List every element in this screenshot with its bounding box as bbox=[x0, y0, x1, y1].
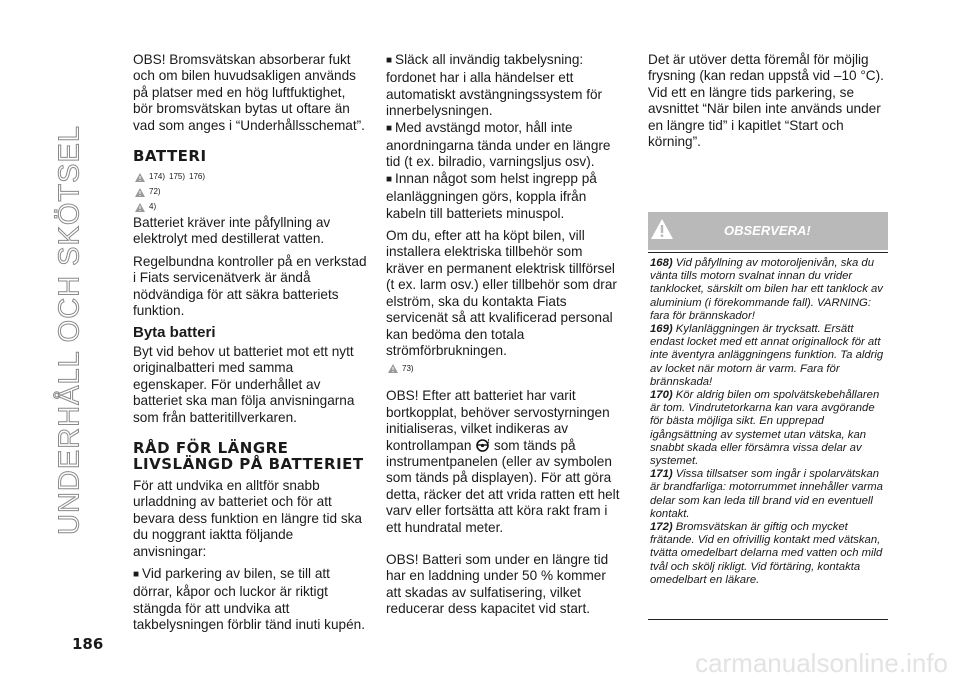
battery-paragraph-1: Batteriet kräver inte påfyllning av elektrolyt med destillerat vatten. bbox=[133, 215, 331, 247]
power-steering-warning-icon bbox=[475, 439, 490, 452]
observera-heading: OBSERVERA! bbox=[724, 223, 811, 238]
warning-triangle-icon bbox=[650, 218, 674, 240]
advice-bullet-2: ■ Släck all invändig takbelysning: fordonet har i alla händelser ett automatiskt avstängningssystem för innerbelysningen. bbox=[386, 52, 622, 120]
freezing-paragraph: Det är utöver detta föremål för möjlig frysning (kan redan uppstå vid –10 °C). Vid ett en längre tids parkering, se avsnittet “När bilen inte används under en längre tid” i kapitlet “Start och körning”. bbox=[648, 52, 884, 150]
warning-refs-1 bbox=[135, 170, 367, 185]
note-number: 168) bbox=[650, 257, 673, 269]
note-number: 170) bbox=[650, 389, 673, 402]
steering-text-after: som tänds på instrumentpanelen (eller av symbolen som tänds på displayen). För att göra detta, räcker det att vrida ratten ett helt varv eller fortsätta att köra rakt fram i ett hundratal meter. bbox=[386, 437, 620, 535]
column-3 bbox=[648, 52, 886, 156]
steering-text-before: OBS! Efter att batteriet har varit bortkopplat, behöver servostyrningen initialiseras, vilket indikeras av kontrollampan bbox=[386, 388, 610, 453]
warning-triangle-icon bbox=[135, 203, 145, 212]
observera-header bbox=[648, 212, 888, 250]
note-text: Bromsvätskan är giftig och mycket frätande. Vid en ofrivillig kontakt med vätskan, tvätta omedelbart delarna med vatten och mild tvål och skölj rikligt. Vid förtäring, kontakta omedelbart en läkare. bbox=[650, 521, 883, 586]
observera-box bbox=[648, 212, 888, 620]
note-text: Kylanläggningen är trycksatt. Ersätt endast locket med ett annat originallock för att inte äventyra anläggningens funktion. Ta aldrig av locket när motorn är varm. Fara för brännskada! bbox=[650, 323, 884, 388]
note-171 bbox=[650, 468, 886, 521]
replace-battery-heading: Byta batteri bbox=[133, 324, 216, 342]
note-168 bbox=[650, 257, 886, 323]
note-text: Vid påfyllning av motoroljenivån, ska du vänta tills motorn svalnat innan du vrider tanklocket, särskilt om bilen har ett tanklock av aluminium (i förekommande fall). VARNING: fara för brännskador! bbox=[650, 257, 883, 322]
sulfation-paragraph: OBS! Batteri som under en längre tid har en laddning under 50 % kommer att skadas av sulfatisering, vilket reducerar dess kapacitet vid start. bbox=[386, 551, 609, 617]
ref-176: 176) bbox=[189, 172, 206, 182]
column-2 bbox=[386, 52, 622, 624]
advice-bullet-3: ■ Med avstängd motor, håll inte anordningarna tända under en längre tid (t ex. bilradio, varningsljus osv). bbox=[386, 120, 622, 171]
note-169 bbox=[650, 323, 886, 389]
battery-heading: BATTERI bbox=[133, 147, 207, 166]
note-number: 172) bbox=[650, 521, 673, 534]
ref-73: 73) bbox=[402, 363, 414, 373]
battery-paragraph-2: Regelbundna kontroller på en verkstad i Fiats servicenätverk är ändå nödvändiga för att säkra batteriets funktion. bbox=[133, 253, 367, 319]
battery-life-paragraph: För att undvika en alltför snabb urladdning av batteriet och för att bevara dess funktion en längre tid ska du noggrant iaktta följande anvisningar: bbox=[133, 477, 362, 559]
ref-174: 174) bbox=[149, 172, 166, 182]
column-1 bbox=[133, 52, 367, 640]
svg-text:!: ! bbox=[487, 438, 490, 445]
accessories-paragraph: Om du, efter att ha köpt bilen, vill installera elektriska tillbehör som kräver en permanent elektrisk tillförsel (t ex. larm osv.) eller tillbehör som drar elström, ska du kontakta Fiats servicenät så att kvalificerad personal kan bedöma den totala strömförbrukningen. bbox=[386, 228, 617, 358]
ref-175: 175) bbox=[169, 172, 186, 182]
note-text: Kör aldrig bilen om spolvätskebehållaren är tom. Vindrutetorkarna kan vara avgörande för bästa möjliga sikt. En upprepad igångsättning av systemet utan vätska, kan snabbt skada eller försämra vissa delar av systemet. bbox=[650, 389, 880, 468]
note-number: 169) bbox=[650, 323, 673, 336]
watermark: carmanualsonline.info bbox=[695, 648, 948, 678]
warning-refs-3 bbox=[135, 200, 367, 215]
advice-bullet-4: ■ Innan något som helst ingrepp på elanläggningen görs, koppla ifrån kabeln till batteriets minuspol. bbox=[386, 171, 622, 222]
warning-triangle-icon bbox=[388, 364, 398, 373]
note-text: Vissa tillsatser som ingår i spolarvätskan är brandfarliga: motorrummet innehåller varma delar som kan leda till brand vid en eventuell kontakt. bbox=[650, 468, 883, 520]
ref-4: 4) bbox=[149, 202, 157, 212]
note-number: 171) bbox=[650, 468, 673, 481]
battery-life-heading: RÅD FÖR LÄNGRE LIVSLÄNGD PÅ BATTERIET bbox=[133, 438, 364, 473]
ref-72: 72) bbox=[149, 187, 161, 197]
note-170 bbox=[650, 389, 886, 468]
advice-bullet-1: ■ Vid parkering av bilen, se till att dörrar, kåpor och luckor är riktigt stängda för att undvika att takbelysningen förblir tänd inuti kupén. bbox=[133, 566, 367, 634]
observera-notes bbox=[650, 257, 886, 587]
warning-refs-2 bbox=[135, 185, 367, 200]
replace-battery-paragraph: Byt vid behov ut batteriet mot ett nytt originalbatteri med samma egenskaper. För underhållet av batteriet ska man följa anvisningarna som från batteritillverkaren. bbox=[133, 343, 355, 425]
observera-body bbox=[648, 252, 888, 620]
warning-triangle-icon bbox=[135, 188, 145, 197]
section-title: UNDERHÅLL OCH SKÖTSEL bbox=[53, 125, 86, 535]
note-172 bbox=[650, 521, 886, 587]
warning-refs-4 bbox=[388, 361, 622, 376]
steering-paragraph bbox=[386, 388, 622, 536]
warning-triangle-icon bbox=[135, 173, 145, 182]
page-number: 186 bbox=[72, 635, 104, 653]
brake-fluid-note: OBS! Bromsvätskan absorberar fukt och om bilen huvudsakligen används på platser med en hög luftfuktighet, bör bromsvätskan bytas ut oftare än vad som anges i “Underhållsschemat”. bbox=[133, 52, 365, 133]
